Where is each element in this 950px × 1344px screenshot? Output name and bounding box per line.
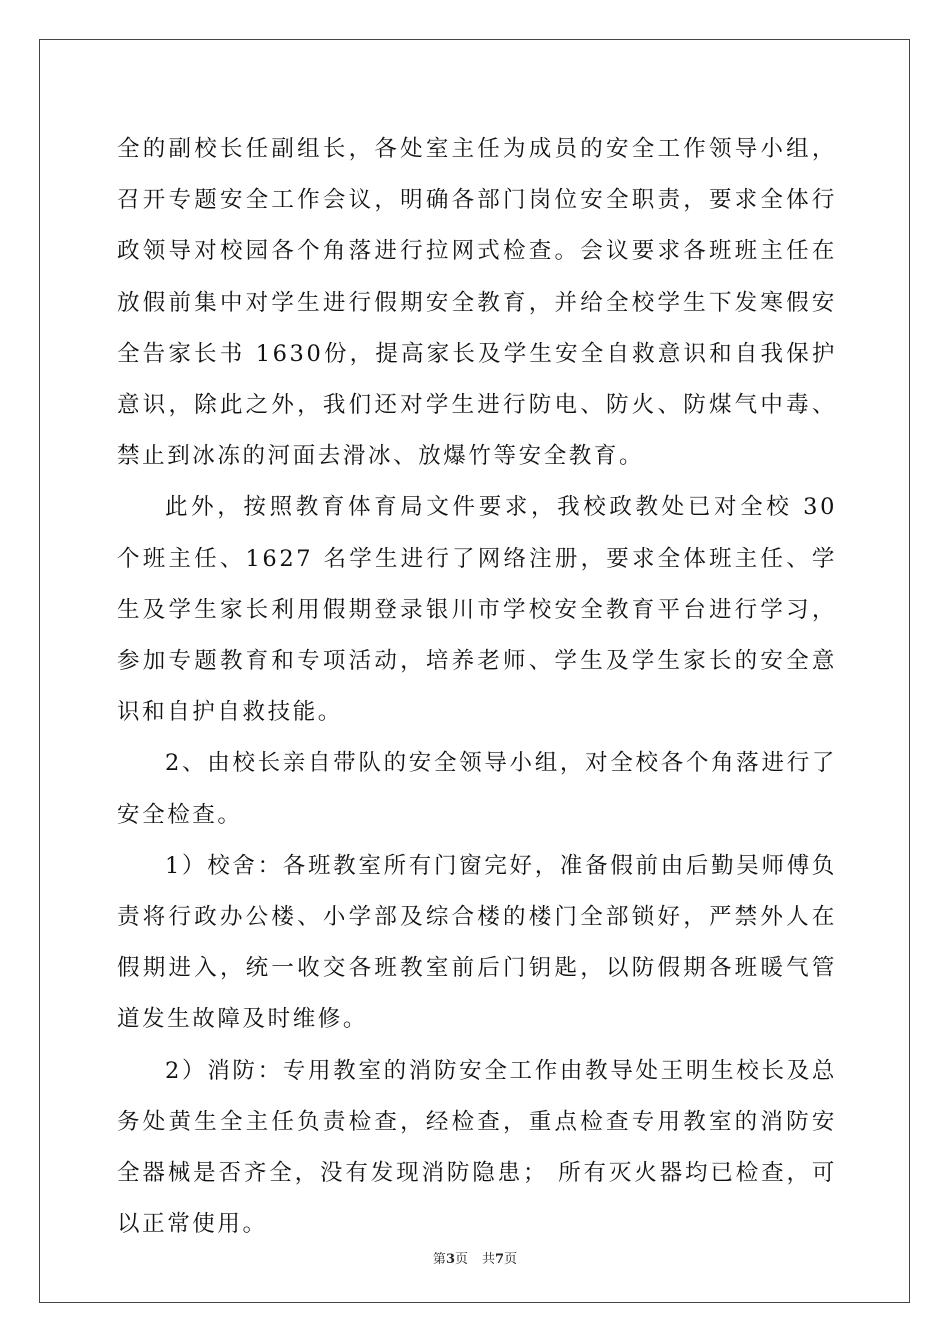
total-page-count: 7 (495, 1252, 505, 1267)
document-body (117, 124, 837, 1250)
paragraph-school-buildings: 1）校舍：各班教室所有门窗完好，准备假前由后勤吴师傅负责将行政办公楼、小学部及综合楼的楼门全部锁好，严禁外人在假期进入，统一收交各班教室前后门钥匙，以防假期各班暖气管道发生故障及时维修。 (117, 852, 837, 1033)
total-pages-suffix: 页 (504, 1252, 518, 1267)
total-pages-prefix: 共 (482, 1252, 496, 1267)
paragraph-inspection-intro: 2、由校长亲自带队的安全领导小组，对全校各个角落进行了安全检查。 (117, 750, 837, 828)
current-page-number: 3 (445, 1252, 455, 1267)
paragraph-online-registration: 此外，按照教育体育局文件要求，我校政教处已对全校 30 个班主任、1627 名学生进行了网络注册，要求全体班主任、学生及学生家长利用假期登录银川市学校安全教育平台进行学习，参加专题教育和专项活动，培养老师、学生及学生家长的安全意识和自护自救技能。 (117, 494, 837, 726)
paragraph-fire-safety: 2）消防：专用教室的消防安全工作由教导处王明生校长及总务处黄生全主任负责检查，经检查，重点检查专用教室的消防安全器械是否齐全，没有发现消防隐患； 所有灭火器均已检查，可以正常使用。 (117, 1057, 837, 1238)
page-footer (0, 1248, 950, 1267)
page-number-prefix: 第 (432, 1252, 446, 1267)
paragraph-continuation: 全的副校长任副组长，各处室主任为成员的安全工作领导小组，召开专题安全工作会议，明确各部门岗位安全职责，要求全体行政领导对校园各个角落进行拉网式检查。会议要求各班班主任在放假前集中对学生进行假期安全教育，并给全校学生下发寒假安全告家长书 1630份，提高家长及学生安全自救意识和自我保护意识，除此之外，我们还对学生进行防电、防火、防煤气中毒、禁止到冰冻的河面去滑冰、放爆竹等安全教育。 (117, 136, 837, 470)
page-number-suffix: 页 (454, 1252, 468, 1267)
